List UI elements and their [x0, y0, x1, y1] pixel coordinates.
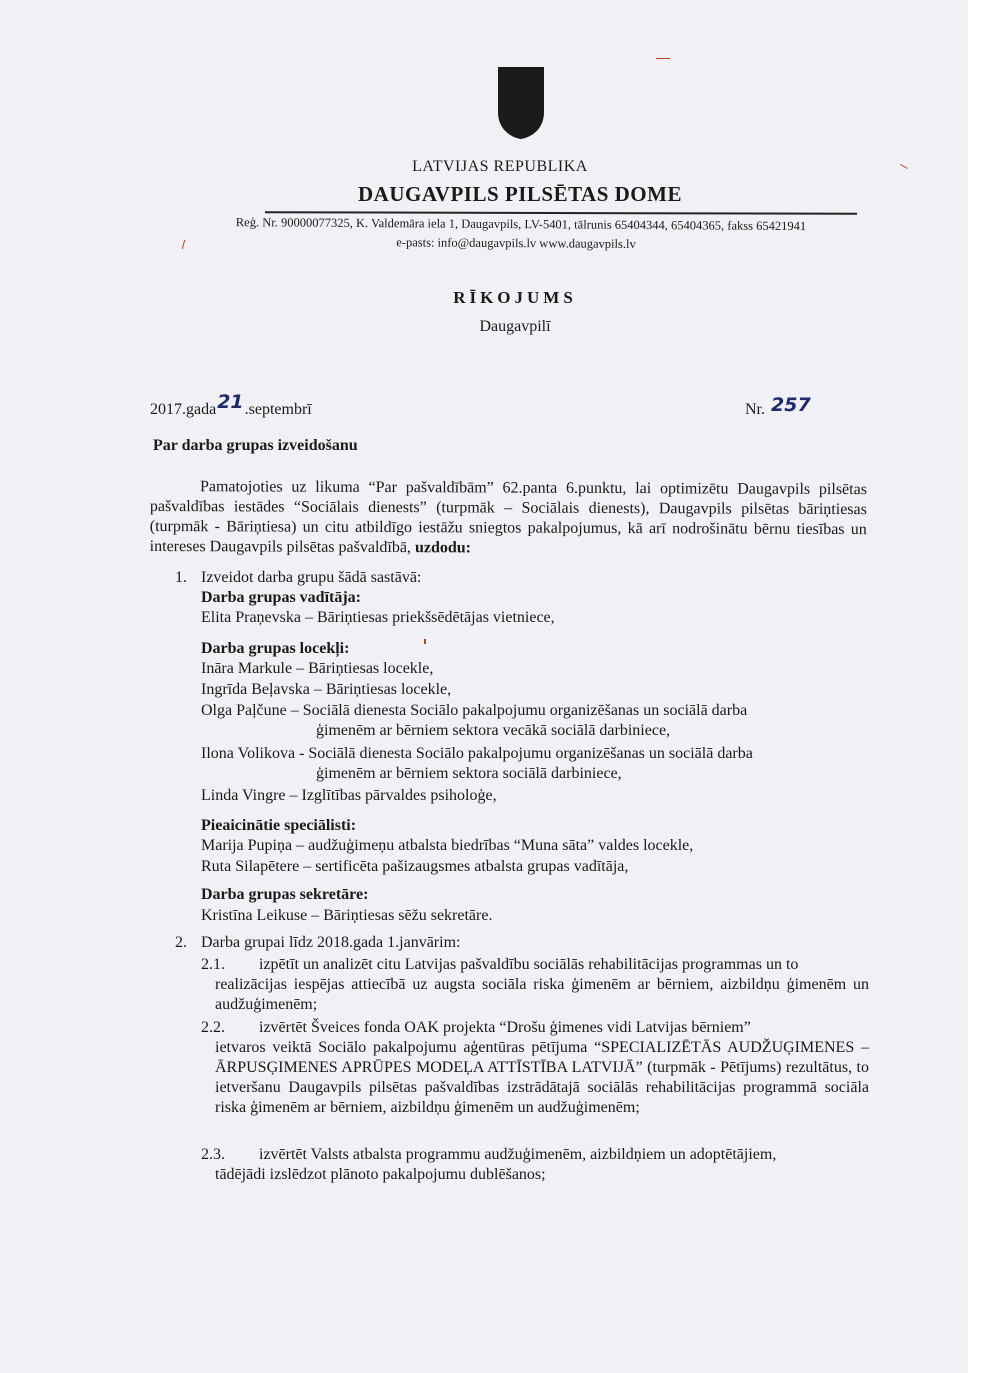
subitem-2-3-number: 2.3. [201, 1146, 225, 1163]
contact-details: Reģ. Nr. 90000077325, K. Valdemāra iela 1, Daugavpils, LV-5401, tālrunis 65404344, 65404365, fakss 65421941 [235, 215, 807, 234]
member-entry-linda: Linda Vingre – Izglītības pārvaldes psiholoģe, [201, 787, 497, 804]
member-olga-line1: Olga Paļčune – Sociālā dienesta Sociālo pakalpojumu organizēšanas un sociālā darba [201, 702, 748, 719]
item-2-number: 2. [175, 934, 187, 951]
letterhead-divider [265, 211, 857, 215]
subitem-2-3-text: tādējādi izslēdzot plānoto pakalpojumu dublēšanos; [215, 1166, 546, 1183]
member-entry-ilona [201, 744, 871, 784]
member-entry-olga [201, 701, 871, 741]
member-entry: Ingrīda Beļavska – Bāriņtiesas locekle, [201, 681, 452, 698]
member-olga-line2: ģimenēm ar bērniem sektora vecākā sociālā darbiniece, [316, 722, 671, 739]
subitem-2-2 [201, 1018, 869, 1118]
number-label: Nr. [745, 401, 765, 418]
council-name: DAUGAVPILS PILSĒTAS DOME [358, 182, 682, 206]
document-number [745, 394, 811, 419]
item-1-number: 1. [175, 569, 187, 586]
document-date [150, 391, 312, 419]
subitem-2-3-line1: izvērtēt Valsts atbalsta programmu audžuģimenēm, aizbildņiem un adoptētājiem, [259, 1146, 777, 1163]
item-2-text: Darba grupai līdz 2018.gada 1.janvārim: [201, 934, 461, 951]
item-2 [175, 933, 460, 953]
subitem-2-3 [201, 1145, 869, 1185]
item-1-text: Izveidot darba grupu šādā sastāvā: [201, 569, 422, 586]
subitem-2-1 [201, 955, 869, 1015]
member-ilona-line2: ģimenēm ar bērniem sektora sociālā darbiniece, [316, 765, 622, 782]
subitem-2-2-line1: izvērtēt Šveices fonda OAK projekta “Drošu ģimenes vidi Latvijas bērniem” [259, 1019, 751, 1036]
subitem-2-2-text: ietvaros veiktā Sociālo pakalpojumu aģentūras pētījuma “SPECIALIZĒTĀS AUDŽUĢIMENES – ĀRPUSĢIMENES APRŪPES MODEĻA ATTĪSTĪBA LATVIJĀ” (turpmāk - Pētījums) rezultātus, to ietveršanu Daugavpils pilsētas pašvaldības izstrādātajā sociālās rehabilitācijas programmā sociāla riska ģimenēm ar bērniem, aizbildņu ģimenēm un audžuģimenēm; [215, 1039, 869, 1116]
intro-paragraph [150, 477, 867, 560]
coat-of-arms-icon [497, 66, 545, 140]
secretary-entry: Kristīna Leikuse – Bāriņtiesas sēžu sekretāre. [201, 907, 493, 924]
secretary-heading: Darba grupas sekretāre: [201, 886, 369, 903]
subitem-2-1-number: 2.1. [201, 956, 225, 973]
members-heading: Darba grupas locekļi: [201, 640, 350, 657]
number-handwritten: 257 [771, 394, 811, 416]
date-day-handwritten: 21 [217, 391, 244, 413]
document-subject: Par darba grupas izveidošanu [153, 437, 358, 454]
specialists-heading: Pieaicinātie speciālisti: [201, 817, 357, 834]
document-place: Daugavpilī [479, 318, 551, 335]
date-suffix: .septembrī [244, 401, 312, 418]
specialist-entry: Marija Pupiņa – audžuģimeņu atbalsta biedrības “Muna sāta” valdes locekle, [201, 837, 694, 854]
document-type: RĪKOJUMS [453, 288, 577, 307]
item-1 [175, 568, 421, 588]
contact-email-web: e-pasts: info@daugavpils.lv www.daugavpils.lv [396, 235, 636, 251]
subitem-2-1-line1: izpētīt un analizēt citu Latvijas pašvaldību sociālās rehabilitācijas programmas un to [259, 956, 799, 973]
intro-bold-end: uzdodu: [414, 539, 472, 557]
subitem-2-1-text: realizācijas iespējas attiecībā uz augsta sociāla riska ģimenēm ar bērniem, aizbildņu ģimenēm un audžuģimenēm; [215, 976, 869, 1013]
scan-mark [656, 58, 670, 59]
subitem-2-2-number: 2.2. [201, 1019, 225, 1036]
leader-heading: Darba grupas vadītāja: [201, 589, 362, 606]
member-ilona-line1: Ilona Volikova - Sociālā dienesta Sociālo pakalpojumu organizēšanas un sociālā darba [201, 745, 753, 762]
country-name: LATVIJAS REPUBLIKA [412, 158, 588, 175]
intro-text: Pamatojoties uz likuma “Par pašvaldībām” 62.panta 6.punktu, lai optimizētu Daugavpils pilsētas pašvaldības iestādes “Sociālais dienests” (turpmāk – Sociālais dienests), Daugavpils pilsētas bāriņtiesas (turpmāk - Bāriņtiesa) un citu atbildīgo iestāžu sniegtos pakalpojumus, kā arī nodrošinātu bērnu tiesības un intereses Daugavpils pilsētas pašvaldībā, [149, 478, 867, 557]
specialist-entry: Ruta Silapētere – sertificēta pašizaugsmes atbalsta grupas vadītāja, [201, 858, 629, 875]
date-prefix: 2017.gada [150, 401, 217, 418]
leader-entry: Elita Praņevska – Bāriņtiesas priekšsēdētājas vietniece, [201, 609, 555, 626]
scan-mark [424, 639, 426, 644]
member-entry: Ināra Markule – Bāriņtiesas locekle, [201, 660, 434, 677]
